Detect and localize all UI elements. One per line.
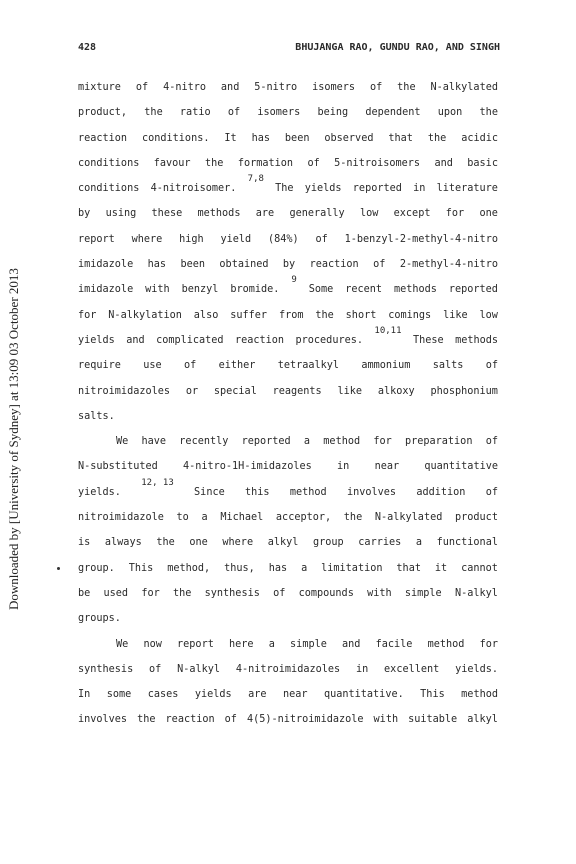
word: involves [346,486,397,498]
word: basic [467,157,498,169]
word: have [141,436,167,448]
text-line [78,230,498,255]
word: yields [78,334,115,346]
word: N-substituted [78,461,158,473]
word: facile [375,638,413,650]
word: and [126,334,145,346]
word: nitroimidazole [78,512,164,524]
word: for [373,436,392,448]
word: simple [290,638,327,650]
word: imidazole [78,259,134,271]
word: where [222,537,254,549]
word: are [248,689,267,701]
word: formation [237,157,294,169]
word: is [78,537,91,549]
word: a [303,436,311,448]
word: preparation [404,436,473,448]
word: using [105,208,137,220]
word: and [342,638,361,650]
word: a [415,537,422,549]
word: benzyl [181,284,219,296]
word: the [343,512,363,524]
word: 4(5)-nitroimidazole [246,714,364,726]
word: addition [416,486,466,498]
text-line [78,356,498,381]
word: N-alkyl [454,587,498,599]
word: be [78,587,91,599]
text-line [78,609,498,634]
word: of [315,233,328,245]
word: reaction [78,132,128,144]
word: used [103,587,129,599]
word: of [227,107,241,119]
word: yield [220,233,252,245]
word: of [485,436,498,448]
word: with [373,714,399,726]
word: generally [289,208,345,220]
word: In [78,689,91,701]
word: We [116,638,129,650]
word: the [137,714,156,726]
word: from [278,309,304,321]
word: suffer [230,309,268,321]
word: methods [197,208,241,220]
word: It [224,132,237,144]
word: and [220,82,240,93]
body-text [78,78,498,736]
word: methods [393,284,437,296]
word: has [251,132,270,144]
word: use [143,360,162,372]
word: conditions. [142,132,210,144]
word: methods [455,334,498,346]
word: conditions [78,157,140,169]
text-line [78,204,498,229]
word: observed [324,132,374,144]
word: product [455,512,498,524]
word: with [367,587,392,599]
word: of [373,259,386,271]
word: method [289,486,327,498]
word: the [156,537,175,549]
text-line [78,325,498,356]
word: of [485,360,498,372]
word: for [78,309,97,321]
word: recently [179,436,229,448]
word: of [149,663,162,675]
word: 2-methyl-4-nitro [399,259,498,271]
word: these [151,208,183,220]
word: N-alkyl [177,663,221,675]
word: limitation [321,562,383,574]
word: with [145,284,170,296]
text-line [78,129,498,154]
word: alkoxy [377,385,415,397]
word: of [307,157,320,169]
word: the [144,107,163,119]
word: yields [194,689,232,701]
running-head: BHUJANGA RAO, GUNDU RAO, AND SINGH [295,42,500,53]
word: isomers [312,82,356,93]
word: excellent [384,663,440,675]
word: near [374,461,400,473]
text-line [78,584,498,609]
word: reaction [165,714,215,726]
word: imidazole [78,284,134,296]
word: short [345,309,377,321]
word: the [172,587,192,599]
word: cannot [461,562,498,574]
word: reaction [309,259,359,271]
word: and [434,157,453,169]
word: reported [241,436,291,448]
word: of [369,82,383,93]
word: functional [436,537,498,549]
word: This [128,562,154,574]
word: of [224,714,237,726]
word: of [485,486,498,498]
text-line [78,635,498,660]
word: either [218,360,256,372]
word: bromide. [230,284,280,296]
word: by [282,259,296,271]
text-line [78,78,498,103]
word: ratio [179,107,211,119]
word: or [185,385,199,397]
word: N-alkylated [374,512,443,524]
word: has [147,259,167,271]
word: for [445,208,465,220]
word: that [396,562,421,574]
word: report [177,638,214,650]
citation-superscript: 9 [291,275,297,286]
word: yields [304,183,342,195]
word: reported [352,183,402,195]
word: it [434,562,448,574]
word: salts. [78,410,115,422]
word: groups. [78,613,121,625]
word: method [461,689,498,701]
word: are [255,208,275,220]
word: complicated [156,334,224,346]
word: low [359,208,379,220]
text-line [78,255,498,280]
word: favour [153,157,191,169]
word: like [337,385,363,397]
word: the [427,132,447,144]
word: obtained [219,259,269,271]
word: the [315,309,334,321]
word: method [427,638,465,650]
word: a [201,512,208,524]
citation-superscript: 10,11 [374,325,402,336]
word: now [143,638,162,650]
word: group [313,537,344,549]
word: the [397,82,416,93]
word: dependent [365,107,421,119]
word: the [479,107,498,119]
word: special [213,385,257,397]
word: Since [194,486,225,498]
word: high [179,233,204,245]
word: 4-nitroisomer. [150,183,237,195]
word: group. [78,562,115,574]
word: in [355,663,369,675]
word: like [443,309,468,321]
text-line [78,710,498,735]
word: N-alkylated [430,82,498,93]
word: carries [358,537,402,549]
word: Michael [220,512,264,524]
word: ammonium [361,360,411,372]
word: acidic [461,132,498,144]
word: of [273,587,286,599]
word: synthesis [78,663,134,675]
text-line [78,306,498,331]
text-line [78,533,498,558]
word: has [268,562,288,574]
word: This [420,689,445,701]
word: suitable [408,714,458,726]
word: that [388,132,413,144]
word: nitroimidazoles [78,385,171,397]
word: by [78,208,91,220]
word: in [337,461,350,473]
word: low [479,309,498,321]
download-watermark-text: Downloaded by [University of Sydney] at 13:09 03 October 2013 [6,268,21,610]
page-header [78,42,500,58]
word: synthesis [204,587,260,599]
word: upon [437,107,463,119]
word: 5-nitro [254,82,298,93]
text-line [78,508,498,533]
text-line [78,660,498,685]
download-watermark [6,180,22,610]
word: tetraalkyl [277,360,340,372]
word: one [189,537,208,549]
word: involves [78,714,128,726]
text-line [78,103,498,128]
word: acceptor, [275,512,332,524]
word: the [205,157,224,169]
word: this [245,486,270,498]
word: to [176,512,189,524]
word: comings [388,309,432,321]
word: phosphonium [430,385,498,397]
citation-superscript: 7,8 [247,174,264,185]
word: alkyl [267,537,299,549]
word: literature [436,183,498,195]
word: Some [308,284,334,296]
word: mixture [78,82,121,93]
word: conditions [78,183,140,195]
word: report [78,233,115,245]
word: 4-nitroimidazoles [235,663,341,675]
word: yields. [455,663,498,675]
word: except [393,208,431,220]
word: been [284,132,310,144]
word: isomers [257,107,301,119]
text-line [78,174,498,204]
word: 1-benzyl-2-methyl-4-nitro [344,233,498,245]
word: always [104,537,142,549]
word: reagents [272,385,322,397]
word: for [141,587,160,599]
word: method, [167,562,211,574]
word: of [183,360,197,372]
word: We [116,436,129,448]
text-line [78,432,498,457]
word: recent [345,284,383,296]
word: cases [147,689,179,701]
text-line [78,275,498,305]
word: one [479,208,498,220]
word: reaction [235,334,285,346]
word: N-alkylation [108,309,182,321]
word: (84%) [268,233,299,245]
page-number: 428 [78,42,97,53]
word: 4-nitro [163,82,206,93]
word: where [131,233,163,245]
word: alkyl [467,714,498,726]
word: a [268,638,275,650]
word: 5-nitroisomers [334,157,421,169]
word: require [78,360,121,372]
word: reported [448,284,498,296]
word: been [180,259,205,271]
text-line [78,407,498,432]
word: a [301,562,308,574]
text-line [78,685,498,710]
word: being [317,107,349,119]
citation-superscript: 12, 13 [141,477,174,488]
margin-mark [57,567,60,570]
word: The [275,183,294,195]
word: These [412,334,444,346]
word: compounds [298,587,354,599]
text-line [78,477,498,508]
text-line [78,382,498,407]
word: quantitative [424,461,498,473]
word: simple [404,587,442,599]
word: salts [432,360,464,372]
word: near [282,689,308,701]
word: 4-nitro-1H-imidazoles [182,461,312,473]
word: in [413,183,426,195]
text-line [78,559,498,584]
word: also [193,309,219,321]
word: for [479,638,498,650]
word: of [135,82,149,93]
word: quantitative. [323,689,404,701]
word: some [106,689,132,701]
text-line [78,154,498,179]
word: method [323,436,361,448]
word: here [229,638,254,650]
word: yields. [78,486,121,498]
word: thus, [224,562,255,574]
word: procedures. [295,334,363,346]
word: product, [78,107,128,119]
